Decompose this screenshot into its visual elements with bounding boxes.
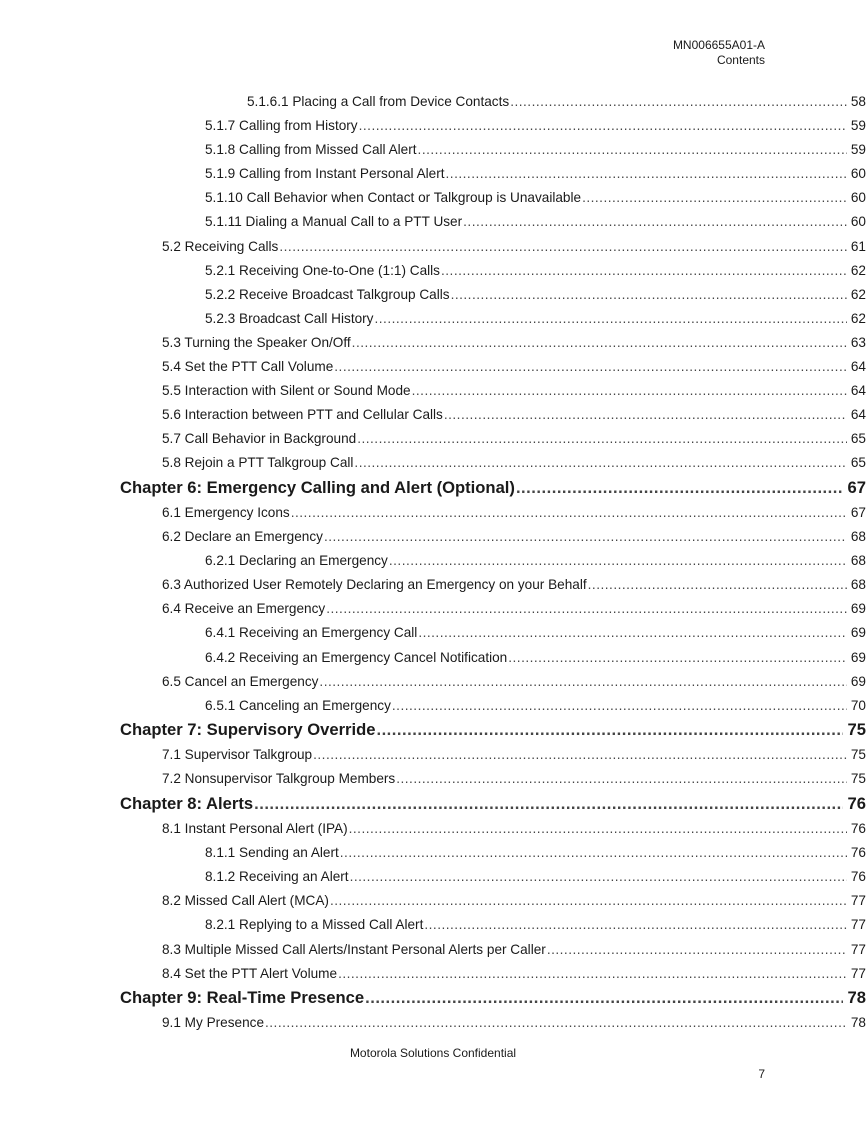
toc-dot-leader [254, 794, 843, 814]
toc-entry[interactable] [0, 164, 866, 188]
toc-entry-page: 69 [850, 649, 866, 665]
toc-dot-leader [418, 625, 847, 640]
toc-dot-leader [359, 118, 847, 133]
page-number: 7 [758, 1067, 765, 1081]
toc-entry-page: 60 [850, 214, 866, 230]
toc-entry-page: 62 [850, 310, 866, 326]
footer-confidential: Motorola Solutions Confidential [349, 1046, 517, 1060]
toc-dot-leader [582, 190, 847, 205]
toc-entry-page: 76 [847, 793, 866, 813]
toc-entry-title: 5.3 Turning the Speaker On/Off [162, 334, 351, 350]
toc-dot-leader [324, 529, 847, 544]
toc-entry-page: 77 [850, 893, 866, 909]
toc-entry[interactable] [0, 575, 866, 599]
toc-entry-page: 77 [850, 941, 866, 957]
toc-entry-page: 59 [850, 142, 866, 158]
toc-entry-page: 75 [847, 719, 866, 739]
toc-dot-leader [451, 287, 847, 302]
toc-dot-leader [389, 553, 847, 568]
toc-entry-page: 60 [850, 166, 866, 182]
toc-entry-page: 70 [850, 697, 866, 713]
toc-dot-leader [334, 359, 847, 374]
toc-entry[interactable] [0, 429, 866, 453]
document-id: MN006655A01-A [672, 38, 765, 52]
toc-entry-page: 68 [850, 577, 866, 593]
toc-entry-page: 62 [850, 262, 866, 278]
toc-dot-leader [349, 821, 847, 836]
toc-entry[interactable] [0, 672, 866, 696]
toc-entry[interactable] [0, 648, 866, 672]
toc-entry[interactable] [0, 745, 866, 769]
toc-entry-page: 67 [850, 505, 866, 520]
toc-dot-leader [350, 869, 847, 884]
toc-dot-leader [279, 239, 847, 254]
toc-entry-title: 6.4.1 Receiving an Emergency Call [205, 625, 418, 641]
toc-entry-page: 64 [850, 383, 866, 399]
toc-entry[interactable] [0, 140, 866, 164]
toc-entry-title: 6.2.1 Declaring an Emergency [205, 553, 388, 569]
toc-entry[interactable] [0, 285, 866, 309]
toc-entry-page: 68 [850, 553, 866, 569]
toc-entry-title: Chapter 7: Supervisory Override [120, 719, 376, 739]
toc-entry-title: 5.8 Rejoin a PTT Talkgroup Call [162, 455, 354, 471]
toc-dot-leader [354, 455, 847, 470]
toc-entry[interactable] [0, 453, 866, 477]
toc-entry[interactable] [0, 551, 866, 575]
toc-entry-title: 5.6 Interaction between PTT and Cellular Calls [162, 407, 443, 423]
toc-chapter-entry[interactable] [0, 988, 866, 1014]
toc-entry[interactable] [0, 357, 866, 381]
toc-entry[interactable] [0, 599, 866, 623]
toc-dot-leader [463, 214, 847, 229]
toc-entry-title: 5.4 Set the PTT Call Volume [162, 359, 334, 375]
toc-dot-leader [444, 407, 847, 422]
toc-entry-page: 69 [850, 601, 866, 617]
toc-entry-page: 78 [847, 987, 866, 1007]
toc-dot-leader [365, 988, 843, 1008]
toc-entry-page: 64 [850, 359, 866, 375]
toc-entry-page: 77 [850, 917, 866, 933]
toc-entry[interactable] [0, 503, 866, 527]
toc-entry[interactable] [0, 381, 866, 405]
toc-entry[interactable] [0, 261, 866, 285]
toc-entry-title: 5.2.3 Broadcast Call History [205, 310, 374, 326]
toc-dot-leader [357, 431, 847, 446]
toc-entry-title: 8.4 Set the PTT Alert Volume [162, 965, 338, 981]
toc-entry-title: 6.2 Declare an Emergency [162, 529, 323, 545]
toc-entry-page: 60 [850, 190, 866, 206]
toc-entry-title: 5.1.10 Call Behavior when Contact or Talkgroup is Unavailable [205, 190, 582, 206]
toc-entry-title: 7.2 Nonsupervisor Talkgroup Members [162, 771, 396, 787]
toc-dot-leader [392, 698, 847, 713]
toc-entry[interactable] [0, 237, 866, 261]
toc-chapter-entry[interactable] [0, 794, 866, 820]
toc-entry[interactable] [0, 623, 866, 647]
toc-entry-title: 9.1 My Presence [162, 1015, 264, 1031]
toc-entry[interactable] [0, 405, 866, 429]
toc-entry[interactable] [0, 212, 866, 236]
toc-entry-title: 6.4.2 Receiving an Emergency Cancel Notification [205, 649, 508, 665]
toc-dot-leader [340, 845, 847, 860]
toc-entry-page: 68 [850, 529, 866, 545]
toc-entry-title: Chapter 9: Real-Time Presence [120, 987, 365, 1007]
toc-dot-leader [352, 335, 847, 350]
toc-entry-page: 65 [850, 455, 866, 471]
toc-entry-title: 6.5 Cancel an Emergency [162, 673, 319, 689]
toc-entry[interactable] [0, 964, 866, 988]
toc-entry-page: 59 [850, 118, 866, 134]
toc-entry[interactable] [0, 309, 866, 333]
toc-entry-title: 8.1.1 Sending an Alert [205, 845, 339, 861]
toc-dot-leader [516, 478, 843, 498]
toc-entry[interactable] [0, 527, 866, 551]
toc-dot-leader [291, 505, 847, 520]
toc-entry-page: 77 [850, 965, 866, 981]
toc-entry-title: 5.2.1 Receiving One-to-One (1:1) Calls [205, 262, 440, 278]
toc-dot-leader [376, 720, 843, 740]
toc-entry-page: 61 [850, 238, 866, 254]
toc-entry[interactable] [0, 333, 866, 357]
toc-dot-leader [396, 771, 847, 786]
toc-entry-title: 8.3 Multiple Missed Call Alerts/Instant Personal Alerts per Caller [162, 941, 546, 957]
toc-entry[interactable] [0, 696, 866, 720]
toc-entry-page: 75 [850, 771, 866, 787]
toc-entry-title: 5.7 Call Behavior in Background [162, 431, 357, 447]
section-name: Contents [716, 53, 765, 67]
toc-entry-title: 5.5 Interaction with Silent or Sound Mode [162, 383, 411, 399]
toc-entry[interactable] [0, 867, 866, 891]
toc-dot-leader [330, 893, 847, 908]
table-of-contents [0, 92, 866, 1037]
toc-dot-leader [446, 166, 847, 181]
toc-entry-title: 6.1 Emergency Icons [162, 505, 290, 520]
toc-dot-leader [319, 674, 847, 689]
toc-dot-leader [418, 142, 847, 157]
toc-entry-title: 7.1 Supervisor Talkgroup [162, 747, 313, 763]
toc-entry[interactable] [0, 769, 866, 793]
toc-dot-leader [588, 577, 847, 592]
toc-entry-title: 5.2 Receiving Calls [162, 238, 279, 254]
toc-entry-page: 69 [850, 673, 866, 689]
toc-entry[interactable] [0, 915, 866, 939]
toc-entry[interactable] [0, 92, 866, 116]
toc-dot-leader [547, 942, 847, 957]
toc-chapter-entry[interactable] [0, 720, 866, 746]
toc-dot-leader [338, 966, 847, 981]
toc-dot-leader [508, 650, 847, 665]
toc-entry[interactable] [0, 116, 866, 140]
toc-dot-leader [424, 917, 847, 932]
toc-entry-title: 5.1.8 Calling from Missed Call Alert [205, 142, 417, 158]
toc-entry[interactable] [0, 819, 866, 843]
toc-entry-title: 8.2 Missed Call Alert (MCA) [162, 893, 329, 909]
toc-dot-leader [326, 601, 847, 616]
toc-dot-leader [265, 1015, 847, 1030]
toc-entry-title: 6.5.1 Canceling an Emergency [205, 697, 391, 713]
toc-entry-page: 75 [850, 747, 866, 763]
toc-dot-leader [510, 94, 847, 109]
page-header [673, 38, 765, 68]
toc-entry-page: 76 [850, 821, 866, 837]
toc-entry-page: 63 [850, 334, 866, 350]
toc-entry-title: 8.1 Instant Personal Alert (IPA) [162, 821, 348, 837]
toc-entry-page: 76 [850, 869, 866, 885]
toc-entry-page: 78 [850, 1015, 866, 1031]
toc-entry-page: 69 [850, 625, 866, 641]
toc-entry-page: 58 [850, 94, 866, 109]
toc-entry-title: 5.1.11 Dialing a Manual Call to a PTT User [205, 214, 463, 230]
toc-entry-title: Chapter 6: Emergency Calling and Alert (Optional) [120, 477, 515, 497]
toc-entry[interactable] [0, 188, 866, 212]
toc-entry-page: 64 [850, 407, 866, 423]
toc-entry-title: 8.2.1 Replying to a Missed Call Alert [205, 917, 424, 933]
toc-entry-title: 5.2.2 Receive Broadcast Talkgroup Calls [205, 286, 450, 302]
toc-entry[interactable] [0, 940, 866, 964]
toc-entry-title: 6.3 Authorized User Remotely Declaring an Emergency on your Behalf [162, 577, 587, 593]
toc-entry-title: 6.4 Receive an Emergency [162, 601, 326, 617]
toc-entry-page: 76 [850, 845, 866, 861]
toc-entry-title: 5.1.9 Calling from Instant Personal Alert [205, 166, 445, 182]
toc-dot-leader [374, 311, 847, 326]
toc-dot-leader [313, 747, 847, 762]
toc-dot-leader [441, 263, 847, 278]
toc-entry[interactable] [0, 1013, 866, 1037]
toc-entry-title: Chapter 8: Alerts [120, 793, 254, 813]
toc-entry-page: 67 [847, 477, 866, 497]
toc-entry[interactable] [0, 843, 866, 867]
toc-entry-title: 5.1.7 Calling from History [205, 118, 358, 134]
toc-entry-page: 62 [850, 286, 866, 302]
toc-chapter-entry[interactable] [0, 478, 866, 504]
toc-entry-page: 65 [850, 431, 866, 447]
toc-entry[interactable] [0, 891, 866, 915]
toc-entry-title: 5.1.6.1 Placing a Call from Device Contacts [247, 94, 510, 109]
toc-entry-title: 8.1.2 Receiving an Alert [205, 869, 349, 885]
toc-dot-leader [412, 383, 847, 398]
